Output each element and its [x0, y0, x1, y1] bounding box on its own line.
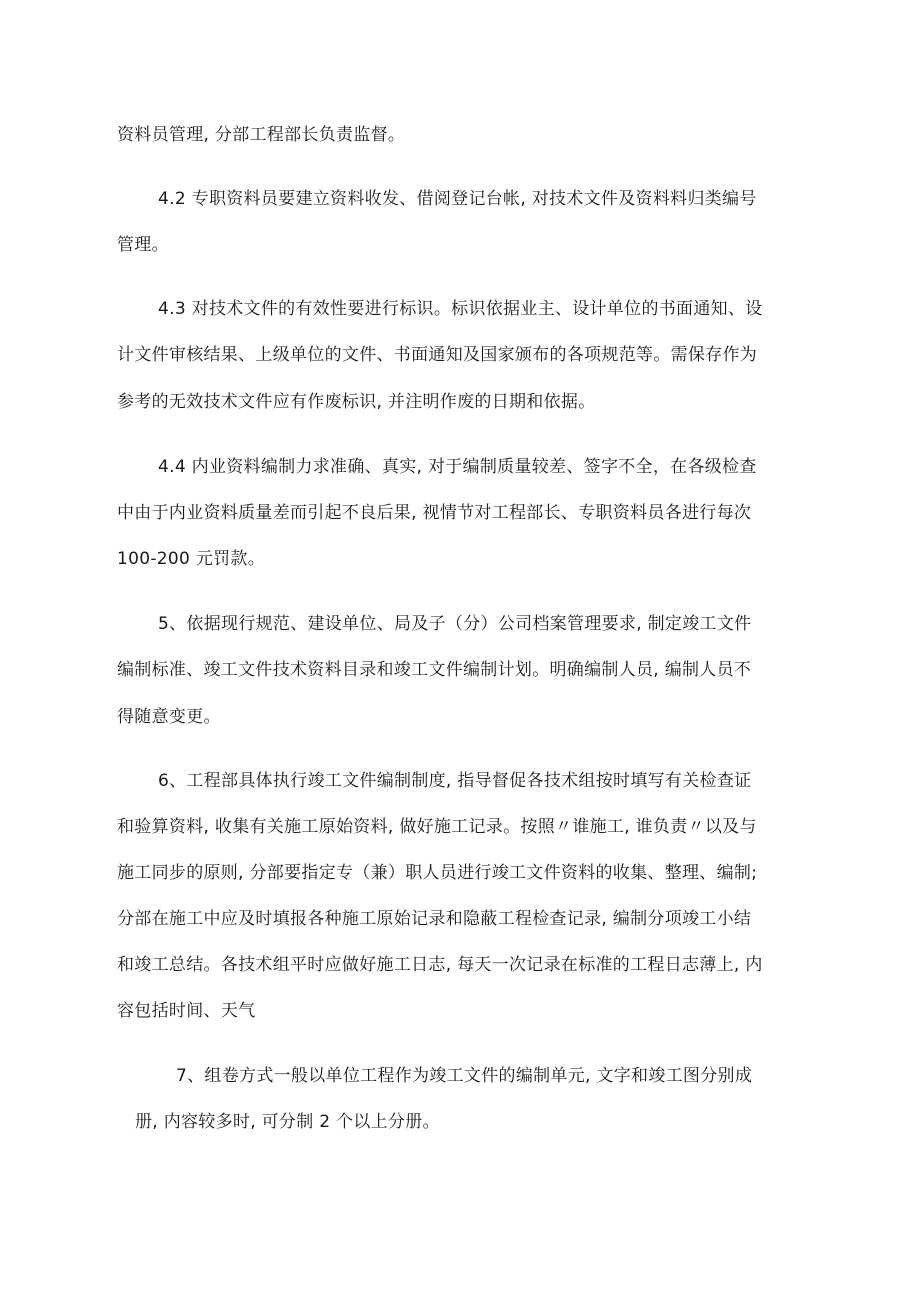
text-line: 4.3 对技术文件的有效性要进行标识。标识依据业主、设计单位的书面通知、设: [158, 299, 763, 319]
text-line: 分部在施工中应及时填报各种施工原始记录和隐蔽工程检查记录, 编制分项竣工小结: [117, 909, 752, 929]
text-line: 中由于内业资料质量差而引起不良后果, 视情节对工程部长、专职资料员各进行每次: [117, 503, 752, 523]
text-line: 6、工程部具体执行竣工文件编制制度, 指导督促各技术组按时填写有关检查证: [158, 771, 752, 791]
text-line: 资料员管理, 分部工程部长负责监督。: [117, 125, 406, 145]
text-line: 管理。: [117, 235, 169, 255]
text-line: 册, 内容较多时, 可分制 2 个以上分册。: [135, 1112, 440, 1132]
text-line: 4.4 内业资料编制力求准确、真实, 对于编制质量较差、签字不全，在各级检查: [158, 457, 757, 477]
text-line: 参考的无效技术文件应有作废标识, 并注明作废的日期和依据。: [117, 392, 596, 412]
text-line: 施工同步的原则, 分部要指定专（兼）职人员进行竣工文件资料的收集、整理、编制;: [117, 863, 758, 883]
text-line: 4.2 专职资料员要建立资料收发、借阅登记台帐, 对技术文件及资料料归类编号: [158, 189, 757, 209]
text-line: 得随意变更。: [117, 707, 221, 727]
text-line: 7、组卷方式一般以单位工程作为竣工文件的编制单元, 文字和竣工图分别成: [176, 1066, 753, 1086]
text-line: 5、依据现行规范、建设单位、局及子（分）公司档案管理要求, 制定竣工文件: [158, 614, 752, 634]
text-line: 编制标准、竣工文件技术资料目录和竣工文件编制计划。明确编制人员, 编制人员不: [117, 660, 752, 680]
text-line: 100-200 元罚款。: [117, 549, 266, 569]
text-line: 计文件审核结果、上级单位的文件、书面通知及国家颁布的各项规范等。需保存作为: [117, 345, 758, 365]
text-line: 容包括时间、天气: [117, 1001, 256, 1021]
text-line: 和竣工总结。各技术组平时应做好施工日志, 每天一次记录在标准的工程日志薄上, 内: [117, 955, 763, 975]
text-line: 和验算资料, 收集有关施工原始资料, 做好施工记录。按照〃谁施工, 谁负责〃以及与: [117, 817, 757, 837]
